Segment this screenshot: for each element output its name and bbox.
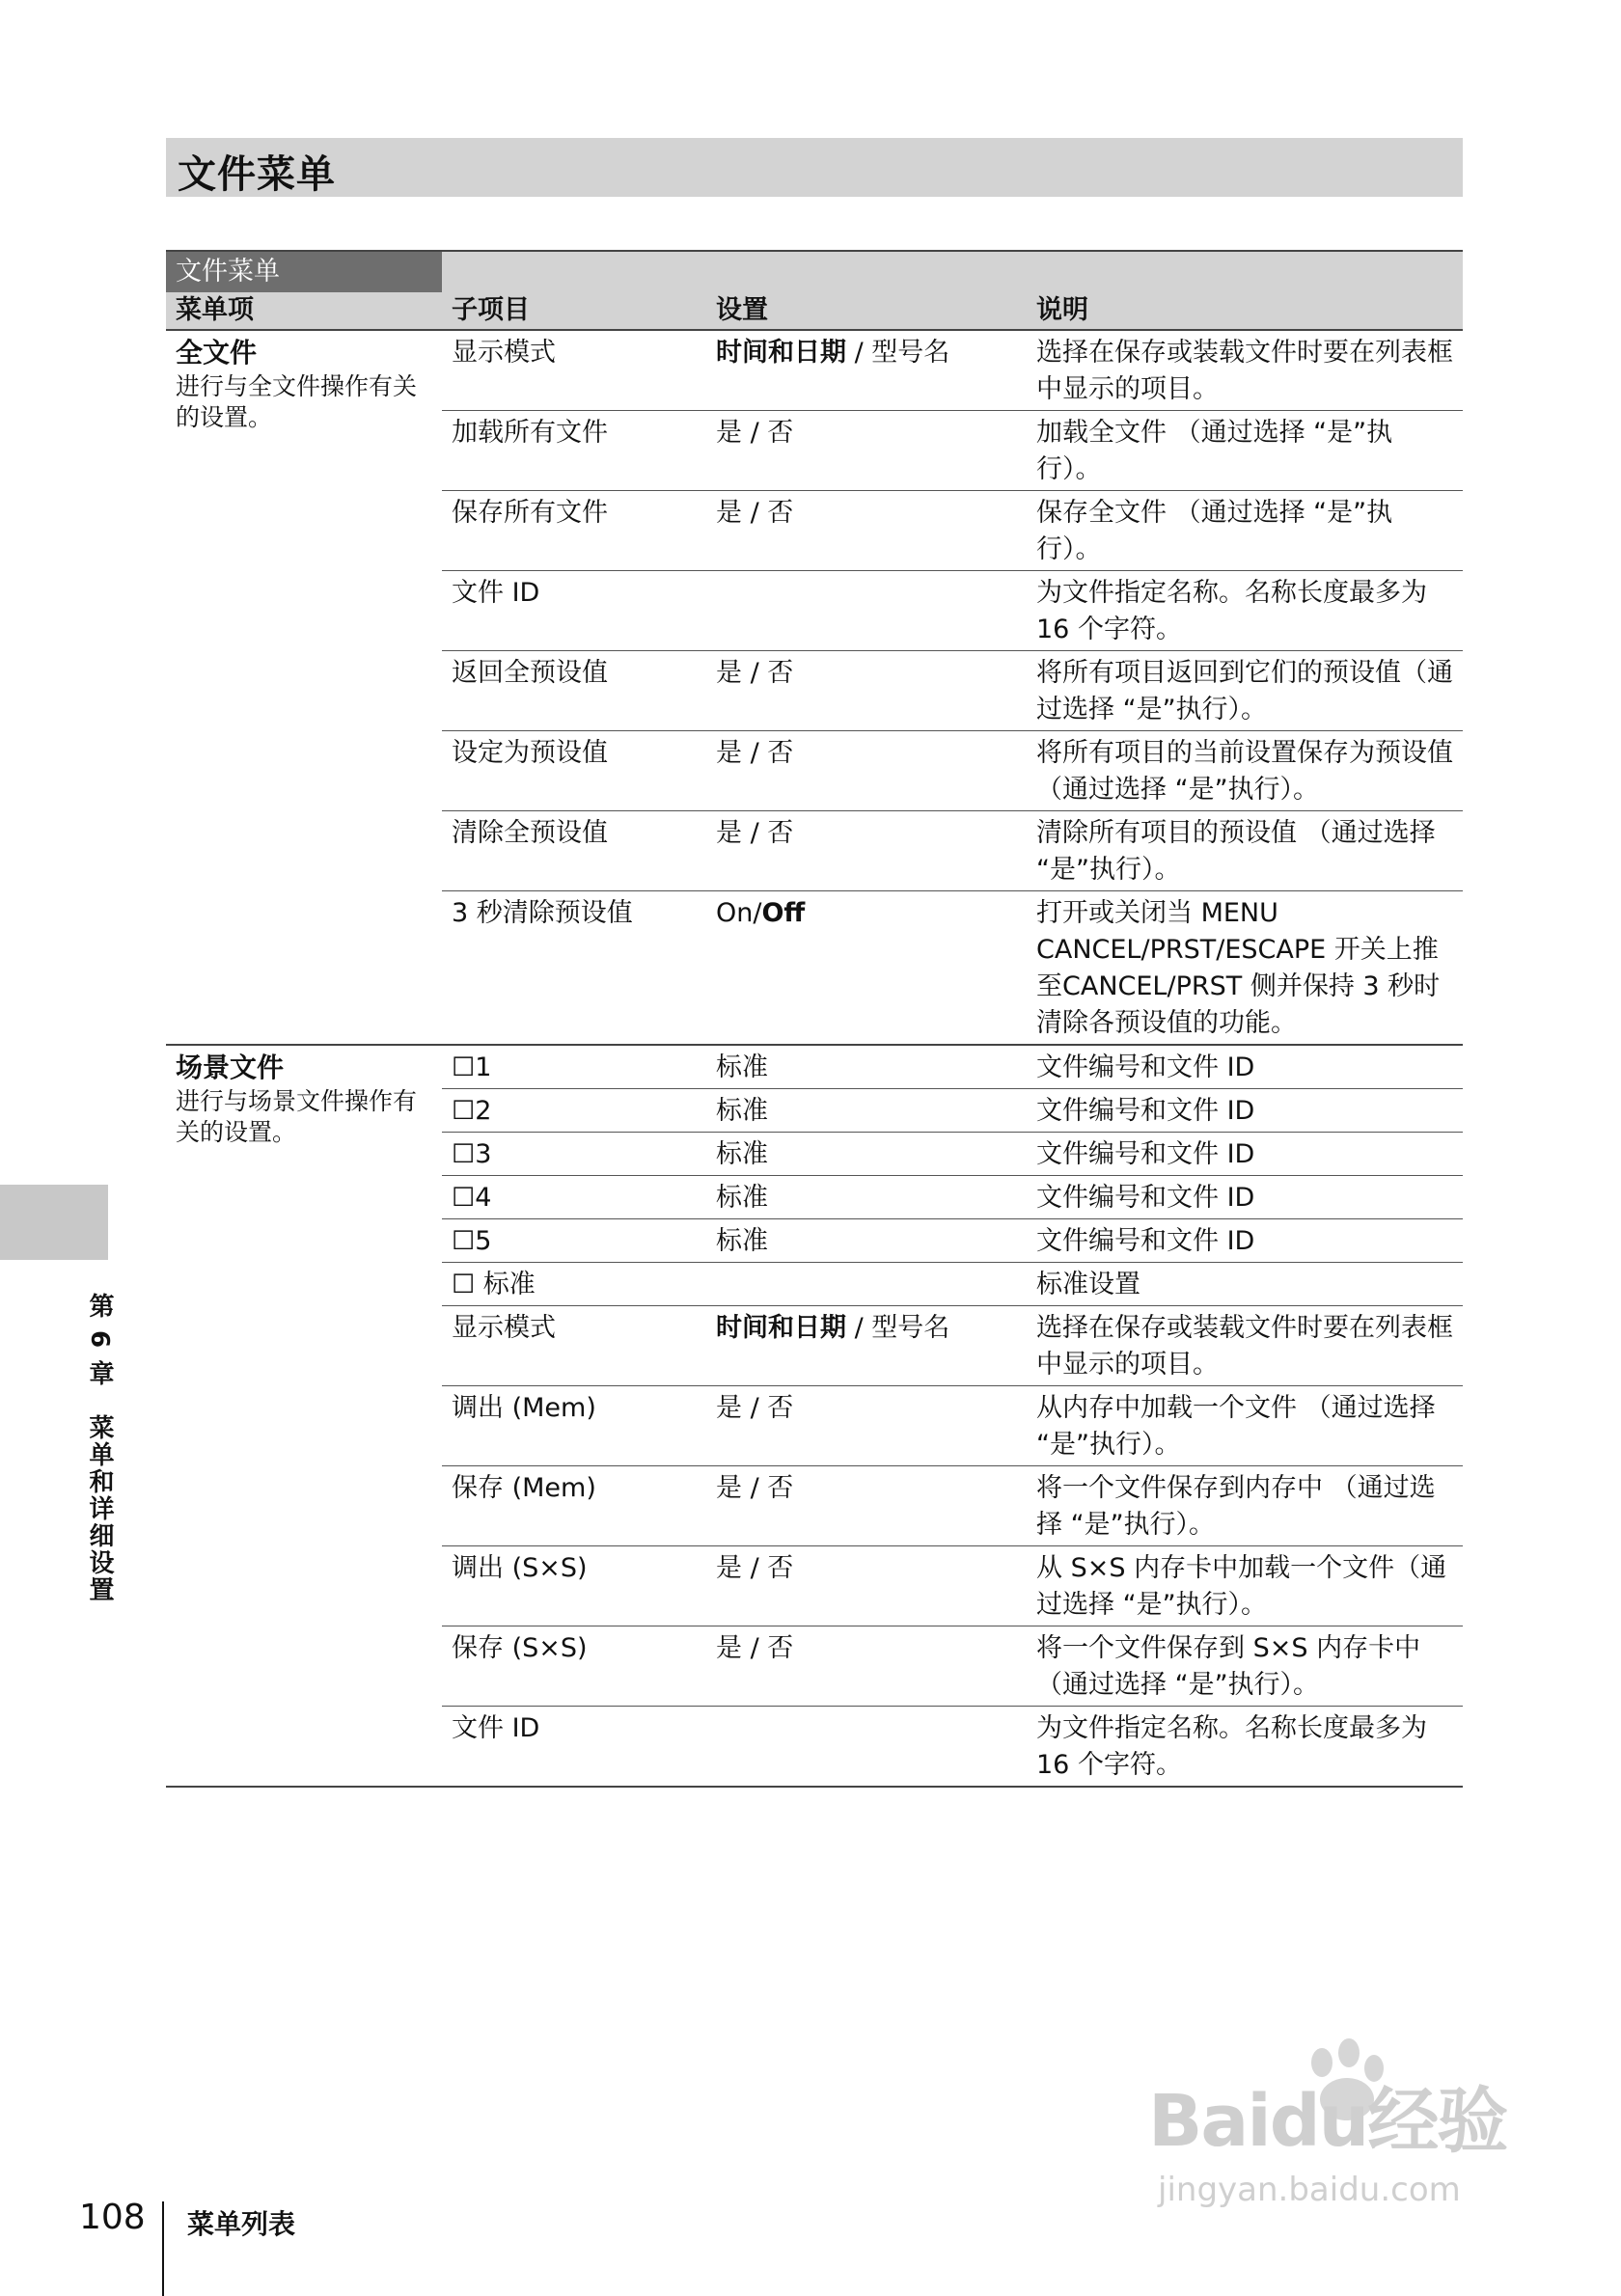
setting-options: On/: [716, 898, 762, 928]
sub-item-cell: 显示模式: [442, 330, 706, 411]
table-header-row: [166, 292, 1463, 330]
setting-cell: [706, 491, 1027, 571]
sub-item-cell: ☐2: [442, 1089, 706, 1133]
setting-default-tail: Off: [761, 898, 806, 928]
setting-options: 是 / 否: [716, 1633, 794, 1663]
description-cell: 文件编号和文件 ID: [1027, 1045, 1463, 1089]
sub-item-cell: ☐1: [442, 1045, 706, 1089]
menu-item-cell: [166, 330, 442, 1045]
description-cell: 清除所有项目的预设值 （通过选择 “是”执行）。: [1027, 811, 1463, 891]
watermark-logo: Baidu经验: [1148, 2080, 1507, 2163]
file-menu-table: [166, 250, 1463, 1788]
sub-item-cell: 调出 (Mem): [442, 1386, 706, 1466]
setting-cell: [706, 1306, 1027, 1386]
table-caption: 文件菜单: [166, 251, 442, 292]
sub-item-cell: 设定为预设值: [442, 731, 706, 811]
setting-cell: [706, 1626, 1027, 1707]
setting-cell: [706, 1219, 1027, 1263]
setting-cell: [706, 1707, 1027, 1788]
setting-options: 是 / 否: [716, 498, 794, 528]
setting-options: 标准: [716, 1183, 768, 1213]
menu-item-name: 场景文件: [176, 1052, 285, 1083]
description-cell: 为文件指定名称。名称长度最多为 16 个字符。: [1027, 1707, 1463, 1788]
setting-cell: [706, 1386, 1027, 1466]
setting-options: 是 / 否: [716, 818, 794, 848]
header-setting: 设置: [706, 292, 1027, 330]
description-cell: 将一个文件保存到 S×S 内存卡中（通过选择 “是”执行）。: [1027, 1626, 1463, 1707]
table-row: [166, 330, 1463, 411]
setting-options: 是 / 否: [716, 1553, 794, 1583]
header-description: 说明: [1027, 292, 1463, 330]
footer-divider: [162, 2201, 164, 2296]
description-cell: 文件编号和文件 ID: [1027, 1176, 1463, 1219]
menu-item-cell: [166, 1045, 442, 1787]
sub-item-cell: ☐4: [442, 1176, 706, 1219]
setting-options: 是 / 否: [716, 418, 794, 448]
header-sub-item: 子项目: [442, 292, 706, 330]
setting-options: 标准: [716, 1139, 768, 1169]
setting-cell: [706, 571, 1027, 651]
sub-item-cell: 保存 (S×S): [442, 1626, 706, 1707]
description-cell: 将一个文件保存到内存中 （通过选择 “是”执行）。: [1027, 1466, 1463, 1546]
setting-cell: [706, 330, 1027, 411]
sub-item-cell: 3 秒清除预设值: [442, 891, 706, 1046]
table-row: [166, 1045, 1463, 1089]
page-number: 108: [79, 2198, 146, 2237]
sub-item-cell: 保存所有文件: [442, 491, 706, 571]
setting-options: / 型号名: [846, 1313, 950, 1343]
setting-options: 是 / 否: [716, 1393, 794, 1423]
setting-cell: [706, 1546, 1027, 1626]
menu-item-description: 进行与场景文件操作有关的设置。: [176, 1087, 418, 1146]
setting-cell: [706, 651, 1027, 731]
setting-options: 标准: [716, 1052, 768, 1082]
setting-options: / 型号名: [846, 338, 950, 368]
setting-cell: [706, 731, 1027, 811]
sub-item-cell: 文件 ID: [442, 571, 706, 651]
setting-cell: [706, 1045, 1027, 1089]
setting-cell: [706, 891, 1027, 1046]
description-cell: 从 S×S 内存卡中加载一个文件（通过选择 “是”执行）。: [1027, 1546, 1463, 1626]
sub-item-cell: 清除全预设值: [442, 811, 706, 891]
sub-item-cell: 加载所有文件: [442, 411, 706, 491]
watermark-url: jingyan.baidu.com: [1158, 2171, 1461, 2209]
page-title-bar: [166, 138, 1463, 197]
description-cell: 从内存中加载一个文件 （通过选择 “是”执行）。: [1027, 1386, 1463, 1466]
description-cell: 文件编号和文件 ID: [1027, 1089, 1463, 1133]
page-title: 文件菜单: [178, 152, 336, 197]
setting-default: 时间和日期: [716, 338, 846, 368]
sub-item-cell: 保存 (Mem): [442, 1466, 706, 1546]
description-cell: 标准设置: [1027, 1263, 1463, 1306]
sub-item-cell: ☐ 标准: [442, 1263, 706, 1306]
sub-item-cell: ☐5: [442, 1219, 706, 1263]
description-cell: 文件编号和文件 ID: [1027, 1219, 1463, 1263]
setting-options: 是 / 否: [716, 738, 794, 768]
description-cell: 文件编号和文件 ID: [1027, 1133, 1463, 1176]
menu-item-description: 进行与全文件操作有关的设置。: [176, 372, 418, 431]
footer-section-title: 菜单列表: [187, 2208, 296, 2240]
header-menu-item: 菜单项: [166, 292, 442, 330]
table-caption-row: [166, 251, 1463, 292]
setting-options: 是 / 否: [716, 658, 794, 688]
description-cell: 为文件指定名称。名称长度最多为 16 个字符。: [1027, 571, 1463, 651]
description-cell: 打开或关闭当 MENU CANCEL/PRST/ESCAPE 开关上推至CANCEL/PRST 侧并保持 3 秒时清除各预设值的功能。: [1027, 891, 1463, 1046]
sub-item-cell: ☐3: [442, 1133, 706, 1176]
chapter-tab: [0, 1185, 108, 1260]
description-cell: 加载全文件 （通过选择 “是”执行）。: [1027, 411, 1463, 491]
description-cell: 选择在保存或装载文件时要在列表框中显示的项目。: [1027, 330, 1463, 411]
setting-cell: [706, 1133, 1027, 1176]
setting-cell: [706, 1263, 1027, 1306]
setting-cell: [706, 1176, 1027, 1219]
setting-cell: [706, 1089, 1027, 1133]
description-cell: 将所有项目返回到它们的预设值（通过选择 “是”执行）。: [1027, 651, 1463, 731]
chapter-label: 第 6 章 菜单和详细设置: [85, 1293, 114, 1604]
menu-item-name: 全文件: [176, 337, 258, 369]
description-cell: 选择在保存或装载文件时要在列表框中显示的项目。: [1027, 1306, 1463, 1386]
sub-item-cell: 文件 ID: [442, 1707, 706, 1788]
setting-options: 是 / 否: [716, 1473, 794, 1503]
setting-options: 标准: [716, 1096, 768, 1126]
setting-default: 时间和日期: [716, 1313, 846, 1343]
watermark: [1148, 2055, 1534, 2228]
description-cell: 保存全文件 （通过选择 “是”执行）。: [1027, 491, 1463, 571]
sub-item-cell: 显示模式: [442, 1306, 706, 1386]
setting-cell: [706, 811, 1027, 891]
setting-options: 标准: [716, 1226, 768, 1256]
description-cell: 将所有项目的当前设置保存为预设值 （通过选择 “是”执行）。: [1027, 731, 1463, 811]
setting-cell: [706, 411, 1027, 491]
setting-cell: [706, 1466, 1027, 1546]
sub-item-cell: 调出 (S×S): [442, 1546, 706, 1626]
sub-item-cell: 返回全预设值: [442, 651, 706, 731]
